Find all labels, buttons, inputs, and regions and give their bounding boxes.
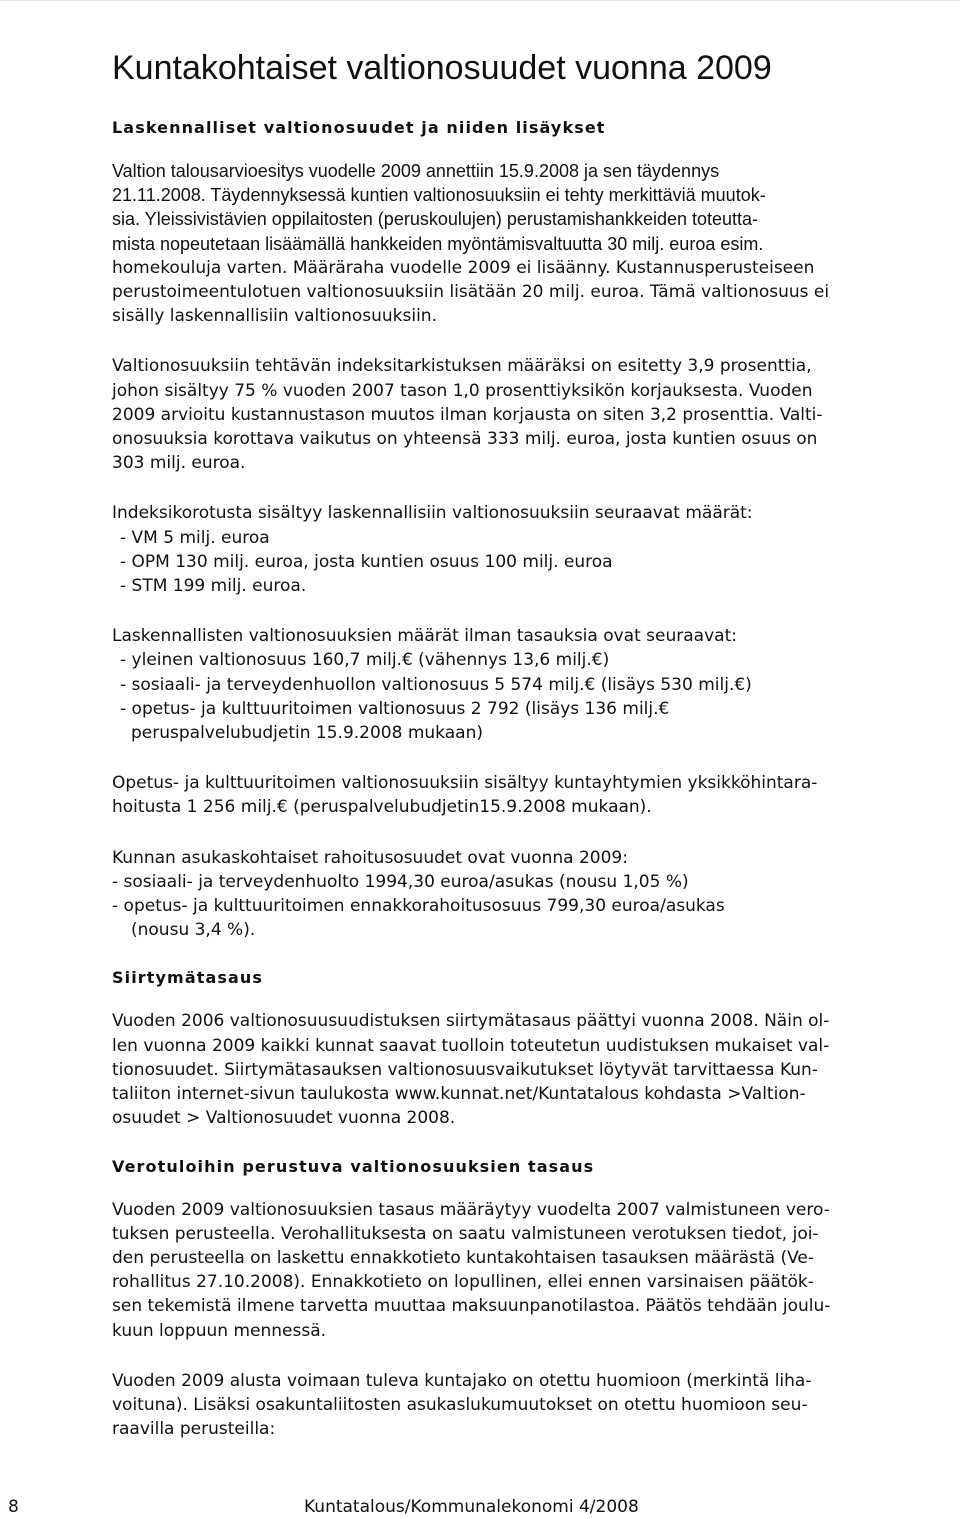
text-line: den perusteella on laskettu ennakkotieto kuntakohtaisen tasauksen määrästä (Ve- [112, 1247, 814, 1268]
text-line: hoitusta 1 256 milj.€ (peruspalvelubudjetin15.9.2008 mukaan). [112, 797, 652, 818]
text-line: Valtion talousarvioesitys vuodelle 2009 annettiin 15.9.2008 ja sen täydennys [112, 161, 720, 181]
section-heading-laskennalliset: Laskennalliset valtionosuudet ja niiden lisäykset [112, 118, 606, 137]
text-line: tionosuudet. Siirtymätasauksen valtionosuusvaikutukset löytyvät tarvittaessa Kun- [112, 1059, 818, 1080]
list-item-continuation: (nousu 3,4 %). [131, 920, 256, 941]
text-line: 2009 arvioitu kustannustason muutos ilman korjausta on siten 3,2 prosenttia. Valti- [112, 404, 823, 425]
text-line: 303 milj. euroa. [112, 453, 246, 474]
text-line: homekouluja varten. Määräraha vuodelle 2009 ei lisäänny. Kustannusperusteiseen [112, 257, 815, 278]
section-heading-verotulotasaus: Verotuloihin perustuva valtionosuuksien tasaus [112, 1156, 595, 1176]
text-line: onosuuksia korottava vaikutus on yhteensä 333 milj. euroa, josta kuntien osuus on [112, 429, 818, 450]
list-item: - opetus- ja kulttuuritoimen ennakkorahoitusosuus 799,30 euroa/asukas [112, 896, 725, 917]
paragraph-indeksitarkistus [112, 354, 942, 475]
text-line: perustoimeentulotuen valtionosuuksiin lisätään 20 milj. euroa. Tämä valtionosuus ei [112, 282, 830, 303]
text-line: Vuoden 2006 valtionosuusuudistuksen siirtymätasaus päättyi vuonna 2008. Näin ol- [112, 1011, 830, 1032]
page-title: Kuntakohtaiset valtionosuudet vuonna 2009 [112, 48, 772, 87]
paragraph-talousarvio [112, 159, 942, 328]
text-line: johon sisältyy 75 % vuoden 2007 tason 1,0 prosenttiyksikön korjauksesta. Vuoden [112, 380, 813, 401]
list-item-continuation: peruspalvelubudjetin 15.9.2008 mukaan) [131, 723, 483, 744]
paragraph-indeksikorotus [112, 501, 942, 598]
text-line: sen tekemistä ilmene tarvetta muuttaa maksuunpanotilastoa. Päätös tehdään joulu- [112, 1296, 831, 1317]
document-body [112, 118, 942, 1467]
publication-name: Kuntatalous/Kommunalekonomi 4/2008 [304, 1497, 639, 1517]
text-line: voituna). Lisäksi osakuntaliitosten asukaslukumuutokset on otettu huomioon seu- [112, 1394, 808, 1415]
page-footer [0, 1497, 960, 1519]
section-heading-siirtymatasaus: Siirtymätasaus [112, 968, 264, 988]
text-line: raavilla perusteilla: [112, 1419, 276, 1440]
text-line: rohallitus 27.10.2008). Ennakkotieto on lopullinen, ellei ennen varsinaisen päätök- [112, 1272, 814, 1293]
list-item: - VM 5 milj. euroa [120, 527, 270, 548]
text-line: Vuoden 2009 valtionosuuksien tasaus määräytyy vuodelta 2007 valmistuneen vero- [112, 1199, 830, 1220]
list-item: - OPM 130 milj. euroa, josta kuntien osuus 100 milj. euroa [120, 551, 613, 572]
paragraph-verotulotasaus [112, 1198, 942, 1343]
text-line: Laskennallisten valtionosuuksien määrät ilman tasauksia ovat seuraavat: [112, 626, 737, 647]
paragraph-siirtymatasaus [112, 1009, 942, 1130]
text-line: len vuonna 2009 kaikki kunnat saavat tuolloin toteutetun uudistuksen mukaiset val- [112, 1035, 830, 1056]
text-line: Opetus- ja kulttuuritoimen valtionosuuksiin sisältyy kuntayhtymien yksikköhintara- [112, 773, 818, 794]
text-line: Valtionosuuksiin tehtävän indeksitarkistuksen määräksi on esitetty 3,9 prosenttia, [112, 356, 812, 377]
text-line: kuun loppuun mennessä. [112, 1320, 327, 1341]
text-line: sia. Yleissivistävien oppilaitosten (peruskoulujen) perustamishankkeiden toteutta- [112, 209, 759, 230]
list-item: - sosiaali- ja terveydenhuolto 1994,30 euroa/asukas (nousu 1,05 %) [112, 871, 689, 892]
text-line: mista nopeutetaan lisäämällä hankkeiden myöntämisvaltuutta 30 milj. euroa esim. [112, 233, 764, 254]
list-item: - yleinen valtionosuus 160,7 milj.€ (vähennys 13,6 milj.€) [120, 650, 610, 671]
text-line: 21.11.2008. Täydennyksessä kuntien valtionosuuksiin ei tehty merkittäviä muutok- [112, 185, 766, 206]
list-item: - opetus- ja kulttuuritoimen valtionosuus 2 792 (lisäys 136 milj.€ [120, 698, 670, 719]
text-line: taliiton internet-sivun taulukosta www.kunnat.net/Kuntatalous kohdasta >Valtion- [112, 1084, 806, 1105]
text-line: sisälly laskennallisiin valtionosuuksiin. [112, 306, 437, 327]
text-line: Vuoden 2009 alusta voimaan tuleva kuntajako on otettu huomioon (merkintä liha- [112, 1370, 812, 1391]
page-number: 8 [8, 1497, 19, 1517]
paragraph-kuntajako [112, 1369, 942, 1442]
top-rule [0, 0, 960, 1]
text-line: Kunnan asukaskohtaiset rahoitusosuudet ovat vuonna 2009: [112, 847, 628, 868]
text-line: osuudet > Valtionosuudet vuonna 2008. [112, 1108, 456, 1129]
text-line: tuksen perusteella. Verohallituksesta on saatu valmistuneen verotuksen tiedot, joi- [112, 1223, 819, 1244]
paragraph-yksikkohinta [112, 771, 942, 819]
text-line: Indeksikorotusta sisältyy laskennallisiin valtionosuuksiin seuraavat määrät: [112, 503, 753, 524]
paragraph-valtionosuusmaarat [112, 624, 942, 745]
paragraph-rahoitusosuudet [112, 846, 942, 943]
list-item: - STM 199 milj. euroa. [120, 576, 307, 597]
list-item: - sosiaali- ja terveydenhuollon valtionosuus 5 574 milj.€ (lisäys 530 milj.€) [120, 674, 752, 695]
